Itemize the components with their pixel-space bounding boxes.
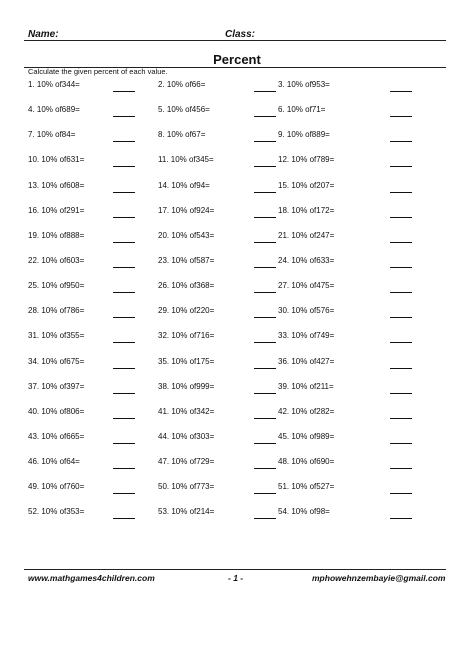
problem-row — [28, 256, 446, 281]
problem-text: 49. 10% of760= — [28, 482, 85, 492]
footer-email: mphowehnzembayie@gmail.com — [312, 573, 446, 583]
answer-blank[interactable] — [113, 468, 135, 469]
answer-blank[interactable] — [113, 493, 135, 494]
problem-text: 16. 10% of291= — [28, 205, 85, 215]
problem-text: 47. 10% of729= — [158, 457, 215, 467]
problem-text: 4. 10% of689= — [28, 105, 80, 115]
footer-website: www.mathgames4children.com — [28, 573, 155, 583]
problem-text: 22. 10% of603= — [28, 255, 85, 265]
answer-blank[interactable] — [390, 317, 412, 318]
problem-text: 18. 10% of172= — [278, 205, 335, 215]
answer-blank[interactable] — [113, 418, 135, 419]
answer-blank[interactable] — [113, 267, 135, 268]
answer-blank[interactable] — [390, 292, 412, 293]
answer-blank[interactable] — [390, 192, 412, 193]
problem-text: 32. 10% of716= — [158, 331, 215, 341]
problem-text: 15. 10% of207= — [278, 180, 335, 190]
answer-blank[interactable] — [254, 141, 276, 142]
problem-text: 42. 10% of282= — [278, 406, 335, 416]
answer-blank[interactable] — [254, 242, 276, 243]
problem-text: 54. 10% of98= — [278, 507, 330, 517]
problem-row — [28, 105, 446, 130]
problem-text: 26. 10% of368= — [158, 281, 215, 291]
page-title: Percent — [213, 52, 261, 67]
answer-blank[interactable] — [390, 242, 412, 243]
problem-text: 13. 10% of608= — [28, 180, 85, 190]
answer-blank[interactable] — [113, 518, 135, 519]
problem-row — [28, 281, 446, 306]
problem-text: 35. 10% of175= — [158, 356, 215, 366]
answer-blank[interactable] — [254, 342, 276, 343]
answer-blank[interactable] — [113, 91, 135, 92]
answer-blank[interactable] — [113, 166, 135, 167]
problem-text: 10. 10% of631= — [28, 155, 85, 165]
problem-text: 2. 10% of66= — [158, 80, 206, 89]
answer-blank[interactable] — [390, 393, 412, 394]
problem-text: 36. 10% of427= — [278, 356, 335, 366]
problem-text: 50. 10% of773= — [158, 482, 215, 492]
answer-blank[interactable] — [390, 342, 412, 343]
answer-blank[interactable] — [113, 242, 135, 243]
answer-blank[interactable] — [254, 443, 276, 444]
problem-text: 5. 10% of456= — [158, 105, 210, 115]
problem-text: 8. 10% of67= — [158, 130, 206, 140]
problem-row — [28, 155, 446, 180]
problem-text: 30. 10% of576= — [278, 306, 335, 316]
problem-row — [28, 331, 446, 356]
answer-blank[interactable] — [113, 393, 135, 394]
problem-row — [28, 231, 446, 256]
problem-row — [28, 457, 446, 482]
footer-page-number: - 1 - — [228, 573, 244, 583]
problem-row — [28, 80, 446, 105]
answer-blank[interactable] — [113, 317, 135, 318]
header-divider — [24, 40, 446, 41]
answer-blank[interactable] — [254, 518, 276, 519]
problem-text: 20. 10% of543= — [158, 230, 215, 240]
answer-blank[interactable] — [254, 166, 276, 167]
problem-text: 43. 10% of665= — [28, 431, 85, 441]
problem-text: 37. 10% of397= — [28, 381, 85, 391]
problem-text: 33. 10% of749= — [278, 331, 335, 341]
problem-row — [28, 130, 446, 155]
answer-blank[interactable] — [254, 393, 276, 394]
problem-row — [28, 306, 446, 331]
answer-blank[interactable] — [254, 292, 276, 293]
problem-text: 28. 10% of786= — [28, 306, 85, 316]
answer-blank[interactable] — [113, 443, 135, 444]
answer-blank[interactable] — [113, 217, 135, 218]
problem-text: 14. 10% of94= — [158, 180, 210, 190]
answer-blank[interactable] — [390, 468, 412, 469]
answer-blank[interactable] — [390, 217, 412, 218]
problem-text: 7. 10% of84= — [28, 130, 76, 140]
problem-row — [28, 181, 446, 206]
answer-blank[interactable] — [254, 217, 276, 218]
problem-text: 31. 10% of355= — [28, 331, 85, 341]
problem-text: 24. 10% of633= — [278, 255, 335, 265]
problem-text: 51. 10% of527= — [278, 482, 335, 492]
problem-text: 40. 10% of806= — [28, 406, 85, 416]
problem-text: 45. 10% of989= — [278, 431, 335, 441]
answer-blank[interactable] — [113, 292, 135, 293]
answer-blank[interactable] — [113, 192, 135, 193]
problem-row — [28, 382, 446, 407]
problem-row — [28, 206, 446, 231]
answer-blank[interactable] — [390, 166, 412, 167]
answer-blank[interactable] — [254, 368, 276, 369]
problem-text: 44. 10% of303= — [158, 431, 215, 441]
problem-text: 27. 10% of475= — [278, 281, 335, 291]
problem-text: 1. 10% of344= — [28, 80, 80, 89]
answer-blank[interactable] — [390, 443, 412, 444]
problem-grid — [28, 80, 446, 533]
answer-blank[interactable] — [390, 493, 412, 494]
answer-blank[interactable] — [254, 468, 276, 469]
answer-blank[interactable] — [254, 493, 276, 494]
problem-text: 41. 10% of342= — [158, 406, 215, 416]
answer-blank[interactable] — [254, 91, 276, 92]
problem-text: 23. 10% of587= — [158, 255, 215, 265]
answer-blank[interactable] — [113, 141, 135, 142]
problem-text: 11. 10% of345= — [158, 155, 214, 165]
problem-row — [28, 407, 446, 432]
problem-row — [28, 507, 446, 532]
answer-blank[interactable] — [390, 91, 412, 92]
problem-text: 19. 10% of888= — [28, 230, 85, 240]
problem-row — [28, 482, 446, 507]
answer-blank[interactable] — [390, 267, 412, 268]
problem-text: 39. 10% of211= — [278, 381, 334, 391]
answer-blank[interactable] — [390, 368, 412, 369]
problem-text: 17. 10% of924= — [158, 205, 215, 215]
footer-divider — [24, 569, 446, 570]
problem-text: 25. 10% of950= — [28, 281, 85, 291]
answer-blank[interactable] — [254, 192, 276, 193]
problem-text: 6. 10% of71= — [278, 105, 326, 115]
answer-blank[interactable] — [390, 141, 412, 142]
problem-text: 38. 10% of999= — [158, 381, 215, 391]
problem-row — [28, 432, 446, 457]
problem-text: 29. 10% of220= — [158, 306, 215, 316]
problem-text: 53. 10% of214= — [158, 507, 215, 517]
problem-text: 3. 10% of953= — [278, 80, 330, 89]
problem-text: 48. 10% of690= — [278, 457, 335, 467]
name-label: Name: — [28, 29, 59, 40]
answer-blank[interactable] — [254, 116, 276, 117]
answer-blank[interactable] — [254, 267, 276, 268]
answer-blank[interactable] — [113, 342, 135, 343]
problem-text: 52. 10% of353= — [28, 507, 85, 517]
answer-blank[interactable] — [113, 368, 135, 369]
problem-row — [28, 357, 446, 382]
problem-text: 9. 10% of889= — [278, 130, 330, 140]
answer-blank[interactable] — [254, 317, 276, 318]
instructions: Calculate the given percent of each value. — [28, 67, 168, 76]
problem-text: 21. 10% of247= — [278, 230, 335, 240]
class-label: Class: — [225, 29, 256, 40]
problem-text: 46. 10% of64= — [28, 457, 80, 467]
answer-blank[interactable] — [254, 418, 276, 419]
answer-blank[interactable] — [390, 518, 412, 519]
problem-text: 12. 10% of789= — [278, 155, 335, 165]
answer-blank[interactable] — [390, 116, 412, 117]
problem-text: 34. 10% of675= — [28, 356, 85, 366]
answer-blank[interactable] — [113, 116, 135, 117]
answer-blank[interactable] — [390, 418, 412, 419]
